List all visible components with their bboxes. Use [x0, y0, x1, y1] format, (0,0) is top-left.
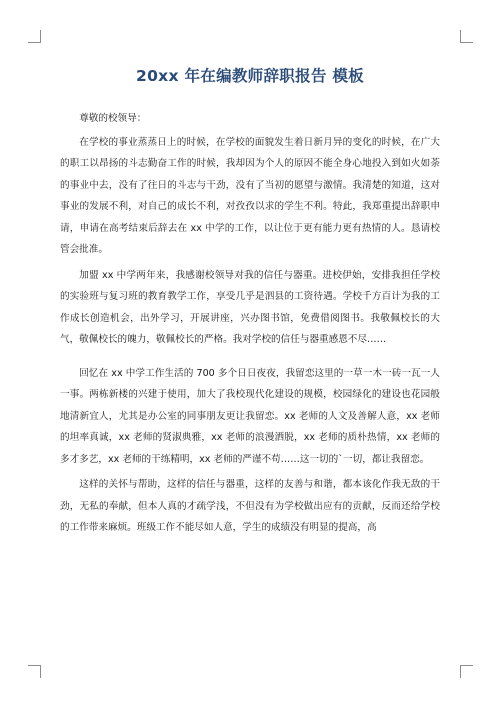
- crop-mark-top-left: [28, 30, 41, 43]
- crop-mark-top-right: [460, 30, 473, 43]
- crop-mark-bottom-left: [28, 665, 41, 678]
- document-title: 20xx 年在编教师辞职报告 模板: [136, 67, 364, 85]
- crop-mark-bottom-right: [460, 665, 473, 678]
- salutation: 尊敬的校领导：: [79, 113, 147, 124]
- document-body: [60, 108, 440, 543]
- paragraph-2: 加盟 xx 中学两年来，我感谢校领导对我的信任与器重。进校伊始，安排我担任学校的实验班与复习班的教育教学工作，享受几乎是泗县的工资待遇。学校千方百计为我的工作成长创造机会，出外学习，开展讲座，兴办图书馆，免费借阅图书。我敬佩校长的大气，敬佩校长的魄力，敬佩校长的严格。我对学校的信任与器重感恩不尽……: [60, 269, 440, 345]
- paragraph-3: 回忆在 xx 中学工作生活的 700 多个日日夜夜，我留恋这里的一草一木一砖一瓦一人一事。两栋新楼的兴建于使用，加大了我校现代化建设的规模，校园绿化的建设也花园般地清新宜人，尤其是办公室的同事朋友更让我留恋。xx 老师的人文及善解人意，xx 老师的坦率真诚，xx 老师的贤淑典雅，xx 老师的浪漫洒脱，xx 老师的质朴热情，xx 老师的多才多艺，xx 老师的干练精明，xx 老师的严谨不苟……这一切的`一切，都让我留恋。: [60, 367, 440, 465]
- paragraph-4: 这样的关怀与帮助，这样的信任与器重，这样的友善与和谐，都本该化作我无敌的干劲，无私的奉献，但本人真的才疏学浅，不但没有为学校做出应有的贡献，反而还给学校的工作带来麻烦。班级工作不能尽如人意，学生的成绩没有明显的提高，高: [60, 479, 440, 533]
- paragraph-1: 在学校的事业蒸蒸日上的时候，在学校的面貌发生着日新月异的变化的时候，在广大的职工以昂扬的斗志勤奋工作的时候，我却因为个人的原因不能全身心地投入到如火如荼的事业中去，没有了往日的斗志与干劲，没有了当初的愿望与激情。我清楚的知道，这对事业的发展不利，对自己的成长不利，对孜孜以求的学生不利。特此，我郑重提出辞职申请，申请在高考结束后辞去在 xx 中学的工作，以让位于更有能力更有热情的人。恳请校管会批准。: [60, 136, 440, 255]
